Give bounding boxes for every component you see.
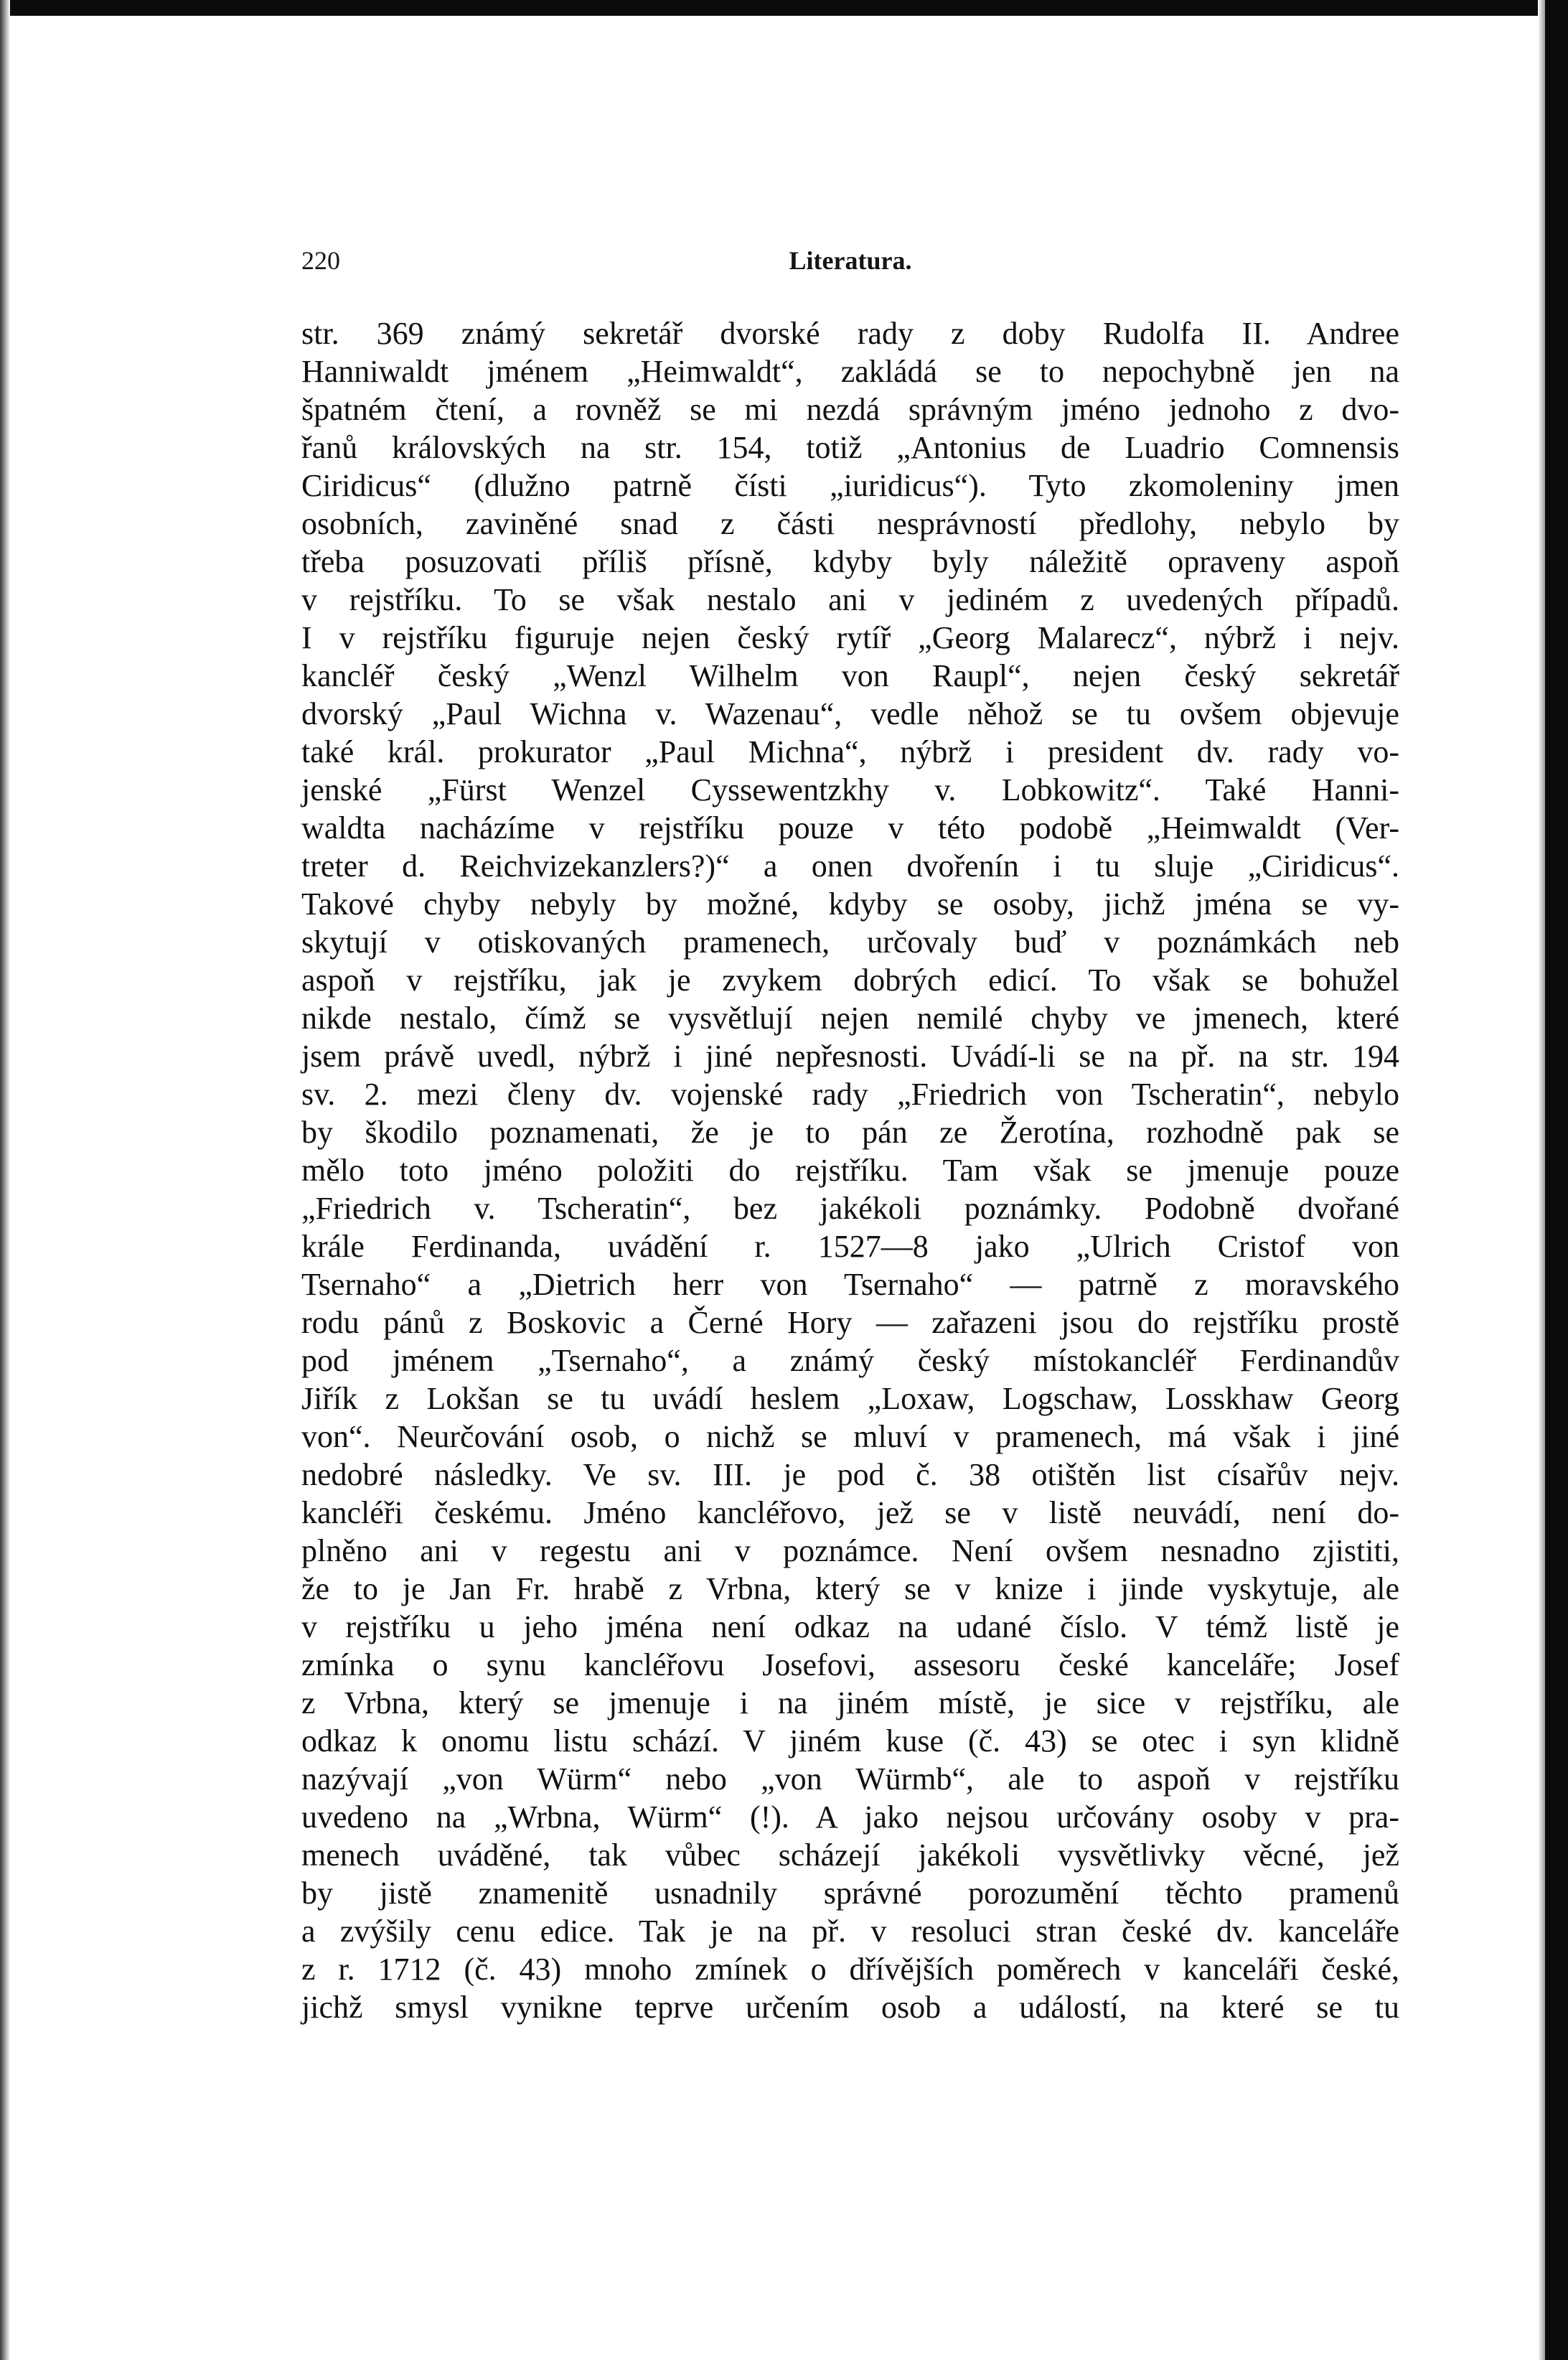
text-line: jenské „Fürst Wenzel Cyssewentzkhy v. Lobkowitz“. Také Hanni- [301,772,1399,807]
text-line: by jistě znamenitě usnadnily správné porozumění těchto pramenů [301,1876,1399,1911]
text-line: špatném čtení, a rovněž se mi nezdá správným jméno jednoho z dvo- [301,392,1399,427]
text-line: kancléři českému. Jméno kancléřovo, jež se v listě neuvádí, není do- [301,1495,1399,1530]
text-line: nikde nestalo, čímž se vysvětlují nejen nemilé chyby ve jmenech, které [301,1001,1399,1036]
text-line: z Vrbna, který se jmenuje i na jiném místě, je sice v rejstříku, ale [301,1685,1399,1720]
text-line: osobních, zaviněné snad z části nesprávností předlohy, nebylo by [301,506,1399,541]
text-line: Takové chyby nebyly by možné, kdyby se osoby, jichž jména se vy- [301,886,1399,922]
text-line: nedobré následky. Ve sv. III. je pod č. 38 otištěn list císařův nejv. [301,1457,1399,1492]
text-line: v rejstříku. To se však nestalo ani v jediném z uvedených případů. [301,582,1399,617]
text-line: Hanniwaldt jménem „Heimwaldt“, zakládá se to nepochybně jen na [301,354,1399,389]
text-line: str. 369 známý sekretář dvorské rady z doby Rudolfa II. Andree [301,316,1399,351]
page-number: 220 [301,246,340,275]
running-title: Literatura. [789,246,912,275]
text-line: waldta nacházíme v rejstříku pouze v této podobě „Heimwaldt (Ver- [301,810,1399,846]
text-line: dvorský „Paul Wichna v. Wazenau“, vedle něhož se tu ovšem objevuje [301,696,1399,731]
text-line: sv. 2. mezi členy dv. vojenské rady „Friedrich von Tscheratin“, nebylo [301,1077,1399,1112]
text-line: jsem právě uvedl, nýbrž i jiné nepřesnosti. Uvádí-li se na př. na str. 194 [301,1039,1399,1074]
text-line: Jiřík z Lokšan se tu uvádí heslem „Loxaw, Logschaw, Losskhaw Georg [301,1381,1399,1416]
text-line: Tsernaho“ a „Dietrich herr von Tsernaho“ — patrně z moravského [301,1267,1399,1302]
text-line: aspoň v rejstříku, jak je zvykem dobrých edicí. To však se bohužel [301,963,1399,998]
text-line: zmínka o synu kancléřovu Josefovi, assesoru české kanceláře; Josef [301,1647,1399,1682]
scan-edge-left [0,0,10,2360]
body-text [301,314,1399,2026]
text-line: plněno ani v regestu ani v poznámce. Není ovšem nesnadno zjistiti, [301,1533,1399,1568]
text-line: odkaz k onomu listu schází. V jiném kuse (č. 43) se otec i syn klidně [301,1723,1399,1759]
text-line: „Friedrich v. Tscheratin“, bez jakékoli poznámky. Podobně dvořané [301,1191,1399,1226]
text-line: že to je Jan Fr. hrabě z Vrbna, který se v knize i jinde vyskytuje, ale [301,1571,1399,1606]
text-line: skytují v otiskovaných pramenech, určovaly buď v poznámkách neb [301,924,1399,960]
text-line: kancléř český „Wenzl Wilhelm von Raupl“, nejen český sekretář [301,658,1399,693]
text-line: jichž smysl vynikne teprve určením osob a událostí, na které se tu [301,1990,1399,2025]
text-line: a zvýšily cenu edice. Tak je na př. v resoluci stran české dv. kanceláře [301,1914,1399,1949]
text-line: rodu pánů z Boskovic a Černé Hory — zařazeni jsou do rejstříku prostě [301,1305,1399,1340]
scan-edge-top [0,0,1568,16]
text-line: z r. 1712 (č. 43) mnoho zmínek o dřívějších poměrech v kanceláři české, [301,1952,1399,1987]
scan-edge-right-shadow [1538,0,1545,2360]
text-line: pod jménem „Tsernaho“, a známý český místokancléř Ferdinandův [301,1343,1399,1378]
page-header [301,245,1399,289]
scan-edge-right [1545,0,1568,2360]
text-line: treter d. Reichvizekanzlers?)“ a onen dvořenín i tu sluje „Ciridicus“. [301,848,1399,884]
text-line: v rejstříku u jeho jména není odkaz na udané číslo. V témž listě je [301,1609,1399,1644]
text-line: řanů královských na str. 154, totiž „Antonius de Luadrio Comnensis [301,430,1399,465]
text-line: také král. prokurator „Paul Michna“, nýbrž i president dv. rady vo- [301,734,1399,769]
text-line: mělo toto jméno položiti do rejstříku. Tam však se jmenuje pouze [301,1153,1399,1188]
text-line: třeba posuzovati příliš přísně, kdyby byly náležitě opraveny aspoň [301,544,1399,579]
text-line: by škodilo poznamenati, že je to pán ze Žerotína, rozhodně pak se [301,1115,1399,1150]
text-line: menech uváděné, tak vůbec scházejí jakékoli vysvětlivky věcné, jež [301,1837,1399,1873]
text-line: uvedeno na „Wrbna, Würm“ (!). A jako nejsou určovány osoby v pra- [301,1799,1399,1835]
text-line: von“. Neurčování osob, o nichž se mluví v pramenech, má však i jiné [301,1419,1399,1454]
text-line: Ciridicus“ (dlužno patrně čísti „iuridicus“). Tyto zkomoleniny jmen [301,468,1399,503]
text-line: nazývají „von Würm“ nebo „von Würmb“, ale to aspoň v rejstříku [301,1761,1399,1797]
text-line: I v rejstříku figuruje nejen český rytíř „Georg Malarecz“, nýbrž i nejv. [301,620,1399,655]
text-line: krále Ferdinanda, uvádění r. 1527—8 jako „Ulrich Cristof von [301,1229,1399,1264]
